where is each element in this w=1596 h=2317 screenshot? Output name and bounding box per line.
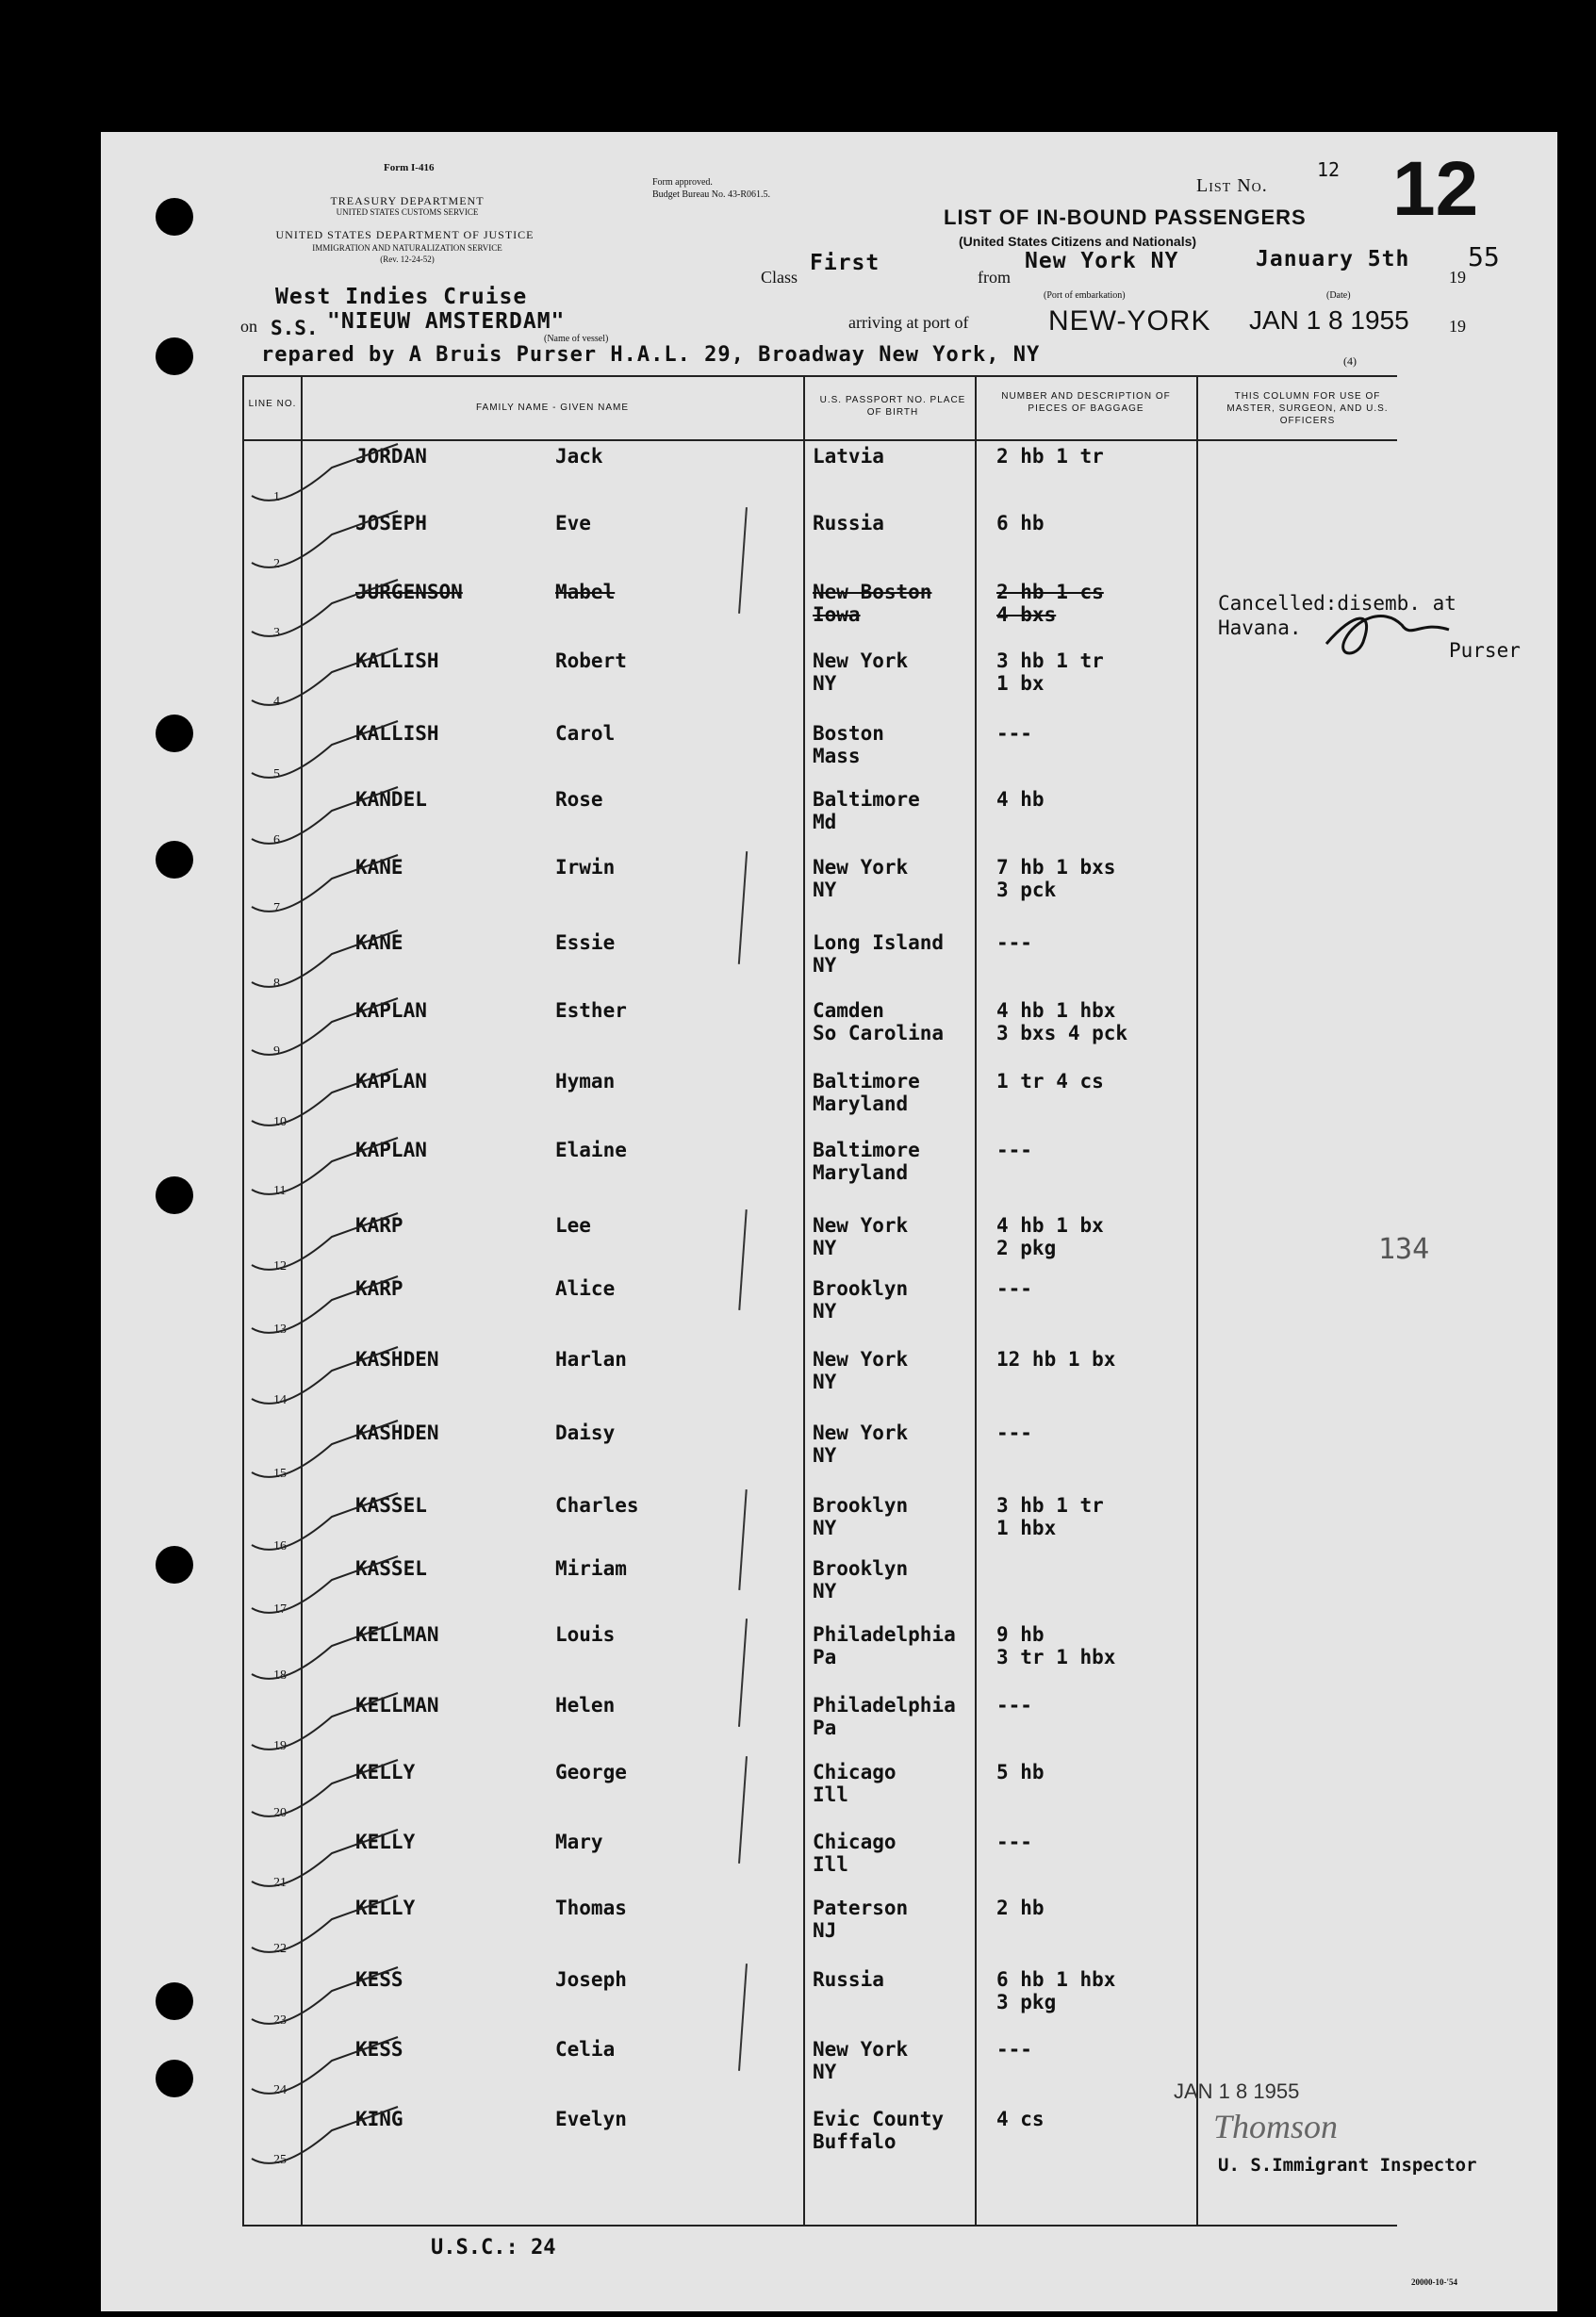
- birth-place-line2: Mass: [813, 745, 861, 767]
- col-header-name: FAMILY NAME - GIVEN NAME: [476, 403, 629, 413]
- purser-signature: [1317, 601, 1458, 667]
- birth-place-line1: Russia: [813, 512, 884, 534]
- given-name: Hyman: [555, 1070, 616, 1093]
- given-name: Thomas: [555, 1897, 627, 1919]
- check-mark: [242, 782, 403, 858]
- birth-place-line2: Md: [813, 811, 837, 833]
- family-name: KALLISH: [355, 649, 439, 672]
- family-name: KAPLAN: [355, 1139, 427, 1161]
- family-name: KASHDEN: [355, 1421, 439, 1444]
- usc-count: U.S.C.: 24: [431, 2236, 556, 2259]
- family-name: KING: [355, 2108, 403, 2130]
- family-group-bracket: [738, 1619, 748, 1727]
- check-mark: [242, 2102, 403, 2177]
- family-name: KESS: [355, 2038, 403, 2061]
- check-mark: [242, 575, 403, 650]
- baggage-line1: 6 hb 1 hbx: [996, 1968, 1116, 1991]
- inspector-title: U. S.Immigrant Inspector: [1218, 2155, 1477, 2176]
- birth-place-line1: Brooklyn: [813, 1494, 909, 1517]
- line-number: 22: [273, 1942, 287, 1956]
- check-mark: [242, 506, 403, 582]
- arriving-label: arriving at port of: [848, 313, 969, 332]
- baggage-line1: 3 hb 1 tr: [996, 649, 1104, 672]
- baggage-line2: 3 tr 1 hbx: [996, 1646, 1116, 1668]
- line-number: 8: [273, 977, 280, 991]
- birth-place-line1: Philadelphia: [813, 1694, 956, 1717]
- given-name: Mary: [555, 1831, 603, 1853]
- family-group-bracket: [738, 1964, 748, 2071]
- port-embark-label: (Port of embarkation): [1044, 290, 1126, 301]
- rev-date: (Rev. 12-24-52): [380, 255, 435, 264]
- given-name: Lee: [555, 1214, 591, 1237]
- line-number: 14: [273, 1393, 287, 1407]
- line-number: 10: [273, 1115, 287, 1129]
- given-name: Helen: [555, 1694, 616, 1717]
- given-name: Daisy: [555, 1421, 616, 1444]
- line-number: 18: [273, 1668, 287, 1683]
- family-name: KANE: [355, 856, 403, 879]
- line-number: 15: [273, 1467, 287, 1481]
- check-mark: [242, 1755, 403, 1831]
- line-number: 6: [273, 833, 280, 847]
- prepared-by: repared by A Bruis Purser H.A.L. 29, Broadway New York, NY: [261, 343, 1041, 367]
- given-name: Joseph: [555, 1968, 627, 1991]
- year-typed: 55: [1468, 241, 1500, 272]
- birth-place-line2: Ill: [813, 1853, 848, 1876]
- dept-treasury: TREASURY DEPARTMENT: [330, 194, 485, 207]
- given-name: Irwin: [555, 856, 616, 879]
- birth-place-line2: So Carolina: [813, 1022, 945, 1044]
- birth-place-line2: NY: [813, 1300, 837, 1323]
- date-value: January 5th: [1256, 247, 1410, 271]
- given-name: Rose: [555, 788, 603, 811]
- family-name: KARP: [355, 1277, 403, 1300]
- footer-form-code: 20000-10-'54: [1411, 2277, 1457, 2287]
- baggage-line1: ---: [996, 1694, 1032, 1717]
- check-mark: [242, 2032, 403, 2108]
- birth-place-line2: Pa: [813, 1717, 837, 1739]
- check-mark: [242, 850, 403, 926]
- birth-place-line2: NY: [813, 1237, 837, 1259]
- check-mark: [242, 1064, 403, 1140]
- family-name: KASSEL: [355, 1557, 427, 1580]
- punch-hole: [156, 1982, 193, 2020]
- baggage-line1: ---: [996, 1421, 1032, 1444]
- birth-place-line2: NY: [813, 1580, 837, 1602]
- birth-place-line2: NY: [813, 879, 837, 901]
- punch-hole: [156, 841, 193, 879]
- baggage-line1: 4 cs: [996, 2108, 1045, 2130]
- punch-hole: [156, 337, 193, 375]
- birth-place-line2: NY: [813, 1371, 837, 1393]
- stamp-date: JAN 1 8 1955: [1174, 2079, 1300, 2103]
- col-divider-passport: [803, 375, 805, 2226]
- check-mark: [242, 1342, 403, 1418]
- given-name: Carol: [555, 722, 616, 745]
- baggage-line2: 1 bx: [996, 672, 1045, 695]
- birth-place-line1: Chicago: [813, 1831, 897, 1853]
- col-divider-officers: [1196, 375, 1198, 2226]
- check-mark: [242, 1416, 403, 1491]
- form-number: Form I-416: [384, 162, 435, 173]
- baggage-line1: 5 hb: [996, 1761, 1045, 1783]
- family-name: KARP: [355, 1214, 403, 1237]
- baggage-line1: 9 hb: [996, 1623, 1045, 1646]
- given-name: Eve: [555, 512, 591, 534]
- family-group-bracket: [738, 851, 748, 964]
- year-prefix-2: 19: [1449, 317, 1466, 336]
- given-name: Jack: [555, 445, 603, 468]
- dept-justice: UNITED STATES DEPARTMENT OF JUSTICE: [275, 228, 535, 241]
- date-label: (Date): [1326, 290, 1351, 301]
- line-number: 23: [273, 2013, 287, 2028]
- family-name: KESS: [355, 1968, 403, 1991]
- baggage-line1: ---: [996, 2038, 1032, 2061]
- birth-place-line1: New York: [813, 1421, 909, 1444]
- given-name: Charles: [555, 1494, 639, 1517]
- purser-note: Purser: [1449, 639, 1521, 662]
- birth-place-line2: NY: [813, 1444, 837, 1467]
- baggage-line2: 4 bxs: [996, 603, 1057, 626]
- birth-place-line1: Paterson: [813, 1897, 909, 1919]
- birth-place-line1: Chicago: [813, 1761, 897, 1783]
- line-number: 19: [273, 1739, 287, 1753]
- line-number: 25: [273, 2153, 287, 2167]
- line-number: 20: [273, 1806, 287, 1820]
- family-name: KANDEL: [355, 788, 427, 811]
- baggage-line1: ---: [996, 1139, 1032, 1161]
- birth-place-line2: NY: [813, 2061, 837, 2083]
- given-name: Alice: [555, 1277, 616, 1300]
- birth-place-line2: NY: [813, 672, 837, 695]
- col-header-line-no: LINE NO.: [248, 399, 297, 409]
- birth-place-line1: Evic County: [813, 2108, 945, 2130]
- birth-place-line1: Latvia: [813, 445, 884, 468]
- line-number: 5: [273, 767, 280, 781]
- line-number: 9: [273, 1044, 280, 1059]
- baggage-line2: 3 pck: [996, 879, 1057, 901]
- page-mark: (4): [1343, 354, 1357, 368]
- vessel-name: "NIEUW AMSTERDAM": [327, 309, 566, 334]
- cruise-name: West Indies Cruise: [275, 285, 528, 309]
- on-label: on: [240, 317, 257, 336]
- line-number: 24: [273, 2083, 287, 2097]
- class-label: Class: [761, 268, 798, 287]
- birth-place-line2: Ill: [813, 1783, 848, 1806]
- family-name: KAPLAN: [355, 1070, 427, 1093]
- baggage-line2: 3 pkg: [996, 1991, 1057, 2013]
- check-mark: [242, 716, 403, 792]
- birth-place-line1: Long Island: [813, 931, 945, 954]
- baggage-line1: 12 hb 1 bx: [996, 1348, 1116, 1371]
- family-name: KELLY: [355, 1761, 416, 1783]
- check-mark: [242, 926, 403, 1001]
- check-mark: [242, 1618, 403, 1693]
- birth-place-line2: NY: [813, 1517, 837, 1539]
- birth-place-line1: Baltimore: [813, 788, 920, 811]
- page-subtitle: (United States Citizens and Nationals): [959, 234, 1197, 249]
- family-name: JURGENSON: [355, 581, 463, 603]
- punch-hole: [156, 198, 193, 236]
- from-value: New York NY: [1025, 249, 1179, 273]
- family-name: JORDAN: [355, 445, 427, 468]
- birth-place-line1: New York: [813, 1214, 909, 1237]
- given-name: Louis: [555, 1623, 616, 1646]
- line-number: 21: [273, 1876, 287, 1890]
- baggage-line1: ---: [996, 1277, 1032, 1300]
- number-134: 134: [1378, 1233, 1430, 1266]
- form-sheet: [101, 132, 1557, 2311]
- line-number: 7: [273, 901, 280, 915]
- family-group-bracket: [738, 507, 748, 614]
- punch-hole: [156, 715, 193, 752]
- given-name: Celia: [555, 2038, 616, 2061]
- given-name: Esther: [555, 999, 627, 1022]
- baggage-line1: 2 hb 1 cs: [996, 581, 1104, 603]
- check-mark: [242, 1133, 403, 1208]
- family-name: KELLMAN: [355, 1623, 439, 1646]
- check-mark: [242, 439, 403, 515]
- birth-place-line1: New York: [813, 2038, 909, 2061]
- line-number: 11: [273, 1184, 287, 1198]
- baggage-line2: 2 pkg: [996, 1237, 1057, 1259]
- baggage-line2: 3 bxs 4 pck: [996, 1022, 1128, 1044]
- birth-place-line1: Philadelphia: [813, 1623, 956, 1646]
- check-mark: [242, 994, 403, 1069]
- family-name: KASHDEN: [355, 1348, 439, 1371]
- check-mark: [242, 1891, 403, 1966]
- check-mark: [242, 1963, 403, 2038]
- budget-bureau: Budget Bureau No. 43-R061.5.: [652, 189, 770, 200]
- given-name: Mabel: [555, 581, 616, 603]
- check-mark: [242, 1825, 403, 1900]
- given-name: Evelyn: [555, 2108, 627, 2130]
- family-name: KASSEL: [355, 1494, 427, 1517]
- family-name: KANE: [355, 931, 403, 954]
- baggage-line1: 4 hb 1 bx: [996, 1214, 1104, 1237]
- col-header-officers: THIS COLUMN FOR USE OF MASTER, SURGEON, AND U.S. OFFICERS: [1226, 391, 1389, 426]
- dept-ins: IMMIGRATION AND NATURALIZATION SERVICE: [312, 243, 502, 253]
- family-group-bracket: [738, 1489, 747, 1590]
- list-no-label: List No.: [1196, 175, 1268, 196]
- list-no-typed: 12: [1317, 158, 1341, 181]
- birth-place-line2: NJ: [813, 1919, 837, 1942]
- birth-place-line2: Buffalo: [813, 2130, 897, 2153]
- birth-place-line2: Iowa: [813, 603, 861, 626]
- header-bottom-border: [242, 439, 1397, 441]
- col-header-baggage: NUMBER AND DESCRIPTION OF PIECES OF BAGGAGE: [1001, 391, 1171, 414]
- form-approved: Form approved.: [652, 177, 713, 188]
- cancelled-note: Cancelled:disemb. at: [1218, 592, 1456, 615]
- birth-place-line1: Baltimore: [813, 1139, 920, 1161]
- birth-place-line2: Maryland: [813, 1093, 909, 1115]
- baggage-line1: 4 hb 1 hbx: [996, 999, 1116, 1022]
- birth-place-line1: Brooklyn: [813, 1557, 909, 1580]
- baggage-line1: 2 hb: [996, 1897, 1045, 1919]
- birth-place-line1: New York: [813, 649, 909, 672]
- line-number: 17: [273, 1602, 287, 1617]
- birth-place-line1: Camden: [813, 999, 884, 1022]
- birth-place-line1: Baltimore: [813, 1070, 920, 1093]
- baggage-line1: 4 hb: [996, 788, 1045, 811]
- baggage-line1: 3 hb 1 tr: [996, 1494, 1104, 1517]
- ss-label: S.S.: [271, 317, 319, 339]
- line-number: 13: [273, 1323, 287, 1337]
- punch-hole: [156, 1546, 193, 1584]
- family-name: KAPLAN: [355, 999, 427, 1022]
- given-name: George: [555, 1761, 627, 1783]
- baggage-line1: 1 tr 4 cs: [996, 1070, 1104, 1093]
- family-name: KELLY: [355, 1831, 416, 1853]
- family-group-bracket: [738, 1756, 748, 1864]
- given-name: Harlan: [555, 1348, 627, 1371]
- birth-place-line1: Brooklyn: [813, 1277, 909, 1300]
- given-name: Essie: [555, 931, 616, 954]
- baggage-line1: ---: [996, 931, 1032, 954]
- family-name: JOSEPH: [355, 512, 427, 534]
- family-name: KALLISH: [355, 722, 439, 745]
- line-number: 4: [273, 695, 280, 709]
- line-number: 3: [273, 626, 280, 640]
- given-name: Robert: [555, 649, 627, 672]
- arrival-date: JAN 1 8 1955: [1249, 305, 1409, 335]
- birth-place-line1: New York: [813, 856, 909, 879]
- family-group-bracket: [738, 1209, 747, 1310]
- col-divider-baggage: [975, 375, 977, 2226]
- page-title: LIST OF IN-BOUND PASSENGERS: [944, 205, 1307, 229]
- havana-note: Havana.: [1218, 616, 1302, 639]
- arrival-port: NEW-YORK: [1048, 305, 1211, 337]
- col-header-passport: U.S. PASSPORT NO. PLACE OF BIRTH: [819, 395, 966, 418]
- line-number: 1: [273, 490, 280, 504]
- list-no-big: 12: [1392, 146, 1479, 232]
- birth-place-line1: Boston: [813, 722, 884, 745]
- given-name: Elaine: [555, 1139, 627, 1161]
- birth-place-line2: Pa: [813, 1646, 837, 1668]
- line-number: 16: [273, 1539, 287, 1553]
- family-name: KELLY: [355, 1897, 416, 1919]
- baggage-line1: ---: [996, 1831, 1032, 1853]
- birth-place-line1: Russia: [813, 1968, 884, 1991]
- dept-customs: UNITED STATES CUSTOMS SERVICE: [336, 207, 479, 217]
- line-number: 2: [273, 557, 280, 571]
- given-name: Miriam: [555, 1557, 627, 1580]
- baggage-line2: 1 hbx: [996, 1517, 1057, 1539]
- punch-hole: [156, 1176, 193, 1214]
- baggage-line1: ---: [996, 722, 1032, 745]
- inspector-signature: Thomson: [1213, 2108, 1339, 2145]
- vessel-label: (Name of vessel): [544, 334, 609, 344]
- birth-place-line1: New York: [813, 1348, 909, 1371]
- check-mark: [242, 1688, 403, 1764]
- from-label: from: [978, 268, 1011, 287]
- birth-place-line2: Maryland: [813, 1161, 909, 1184]
- baggage-line1: 7 hb 1 bxs: [996, 856, 1116, 879]
- family-name: KELLMAN: [355, 1694, 439, 1717]
- birth-place-line2: NY: [813, 954, 837, 977]
- punch-hole: [156, 2060, 193, 2097]
- birth-place-line1: New Boston: [813, 581, 932, 603]
- check-mark: [242, 1272, 403, 1347]
- table-top-border: [242, 375, 1397, 377]
- year-prefix-1: 19: [1449, 268, 1466, 287]
- line-number: 12: [273, 1259, 287, 1274]
- check-mark: [242, 644, 403, 719]
- check-mark: [242, 1552, 403, 1627]
- baggage-line1: 2 hb 1 tr: [996, 445, 1104, 468]
- table-bottom-border: [242, 2225, 1397, 2227]
- class-value: First: [810, 251, 880, 275]
- baggage-line1: 6 hb: [996, 512, 1045, 534]
